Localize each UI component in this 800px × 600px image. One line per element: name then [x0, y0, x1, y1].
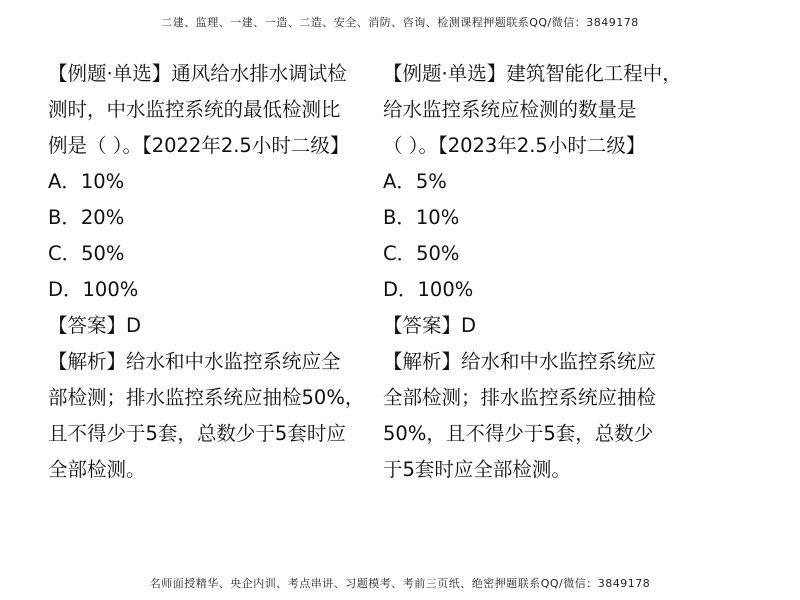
analysis-line: 【解析】给水和中水监控系统应全	[48, 350, 341, 373]
answer-label: 【答案】D	[383, 314, 477, 337]
analysis-line: 部检测；排水监控系统应抽检50%，	[48, 386, 365, 409]
question-stem-line: 例是（ ）。【2022年2.5小时二级】	[48, 134, 350, 157]
option-d: D．100%	[383, 278, 474, 301]
option-c: C．50%	[48, 242, 125, 265]
question-stem-line: 【例题·单选】通风给水排水调试检	[48, 62, 347, 85]
analysis-line: 【解析】给水和中水监控系统应	[383, 350, 657, 373]
header-banner: 二建、监理、一建、一造、二造、安全、消防、咨询、检测课程押题联系QQ/微信：3849178	[161, 16, 639, 29]
option-a: A．5%	[383, 170, 447, 193]
analysis-line: 50%，且不得少于5套，总数少	[383, 422, 654, 445]
question-stem-line: 测时，中水监控系统的最低检测比	[48, 98, 341, 121]
option-b: B．10%	[383, 206, 460, 229]
question-left	[48, 56, 380, 488]
footer-banner: 名师面授精华、央企内训、考点串讲、习题模考、考前三页纸、绝密押题联系QQ/微信：3849178	[149, 577, 651, 590]
answer-label: 【答案】D	[48, 314, 142, 337]
question-stem-line: （ ）。【2023年2.5小时二级】	[383, 134, 646, 157]
analysis-line: 全部检测；排水监控系统应抽检	[383, 386, 657, 409]
analysis-line: 于5套时应全部检测。	[383, 458, 571, 481]
option-a: A．10%	[48, 170, 125, 193]
question-stem-line: 给水监控系统应检测的数量是	[383, 98, 637, 121]
option-d: D．100%	[48, 278, 139, 301]
option-c: C．50%	[383, 242, 460, 265]
analysis-line: 全部检测。	[48, 458, 146, 481]
question-stem-line: 【例题·单选】建筑智能化工程中，	[383, 62, 682, 85]
option-b: B．20%	[48, 206, 125, 229]
question-right	[383, 56, 703, 488]
analysis-line: 且不得少于5套，总数少于5套时应	[48, 422, 346, 445]
